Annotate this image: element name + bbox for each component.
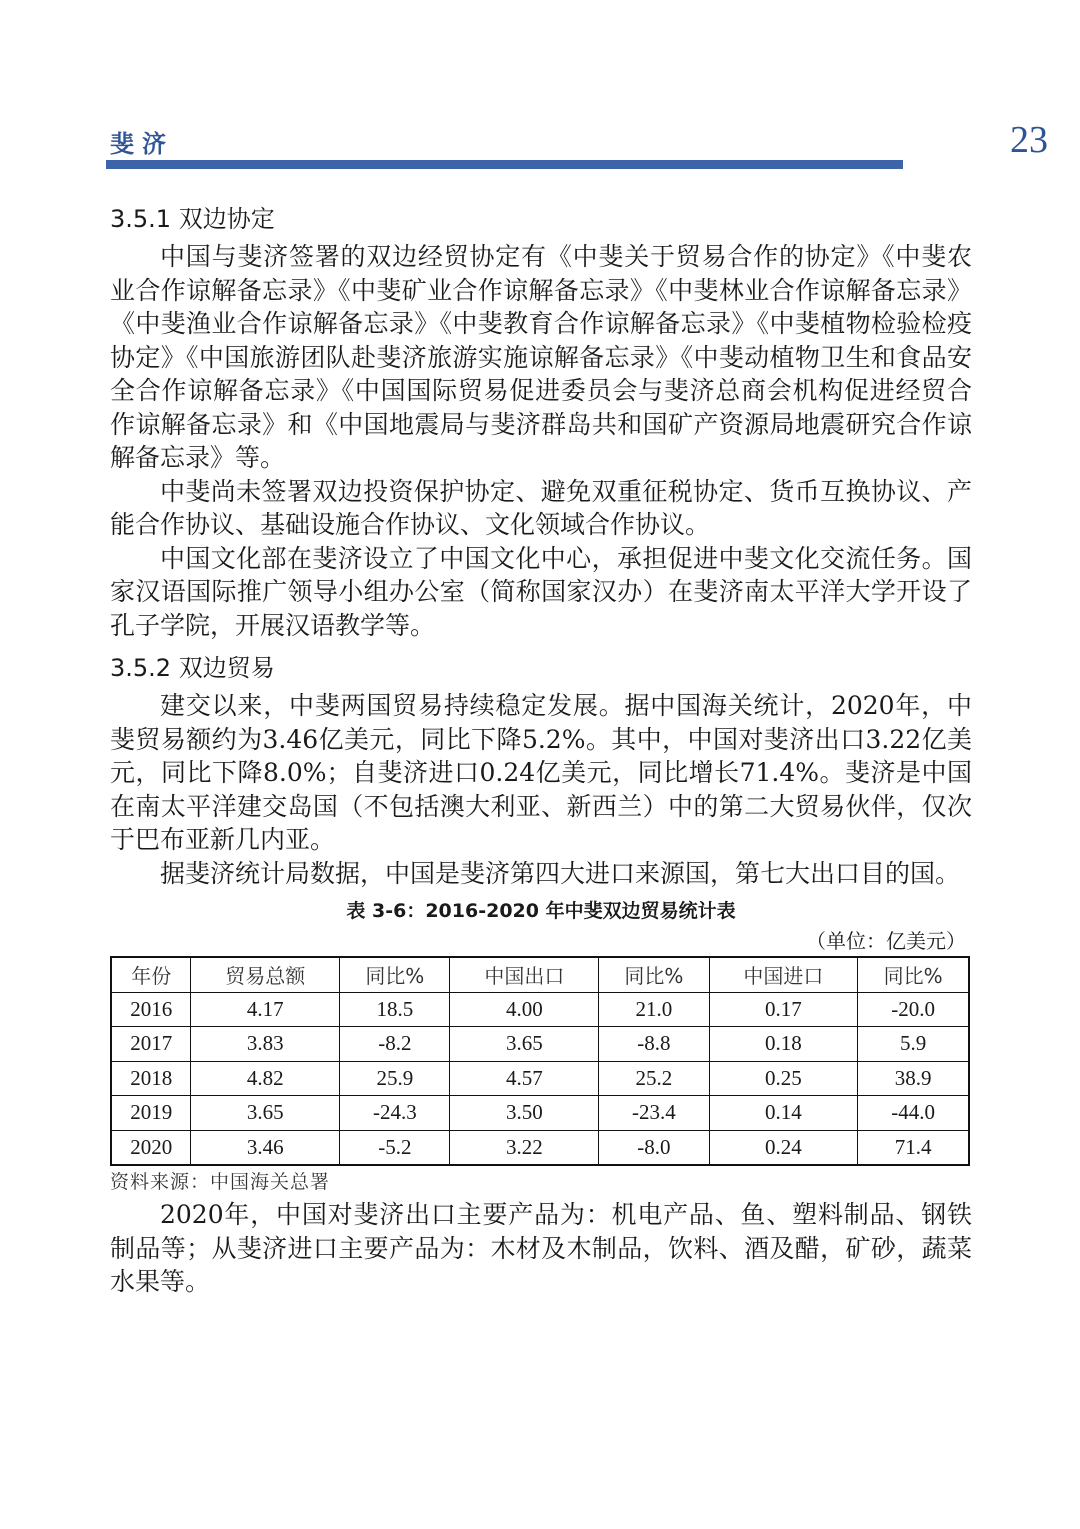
table-cell: 4.82 (191, 1061, 340, 1096)
header-cell: 同比% (340, 957, 450, 992)
table-cell: 3.65 (450, 1027, 599, 1062)
paragraph-agreements: 中国与斐济签署的双边经贸协定有《中斐关于贸易合作的协定》《中斐农业合作谅解备忘录》《中斐矿业合作谅解备忘录》《中斐林业合作谅解备忘录》《中斐渔业合作谅解备忘录》《中斐教育合作谅解备忘录》《中斐植物检验检疫协定》《中国旅游团队赴斐济旅游实施谅解备忘录》《中斐动植物卫生和食品安全合作谅解备忘录》《中国国际贸易促进委员会与斐济总商会机构促进经贸合作谅解备忘录》和《中国地震局与斐济群岛共和国矿产资源局地震研究合作谅解备忘录》等。 (110, 242, 972, 472)
table-cell: 3.50 (450, 1096, 599, 1131)
header-cell: 中国出口 (450, 957, 599, 992)
table-cell: 0.24 (709, 1130, 858, 1165)
table-cell: 18.5 (340, 992, 450, 1027)
table-cell: 3.22 (450, 1130, 599, 1165)
table-cell: 4.57 (450, 1061, 599, 1096)
table-cell: 25.2 (599, 1061, 709, 1096)
header-cell: 中国进口 (709, 957, 858, 992)
page-number: 23 (1010, 119, 1048, 161)
table-cell: 3.46 (191, 1130, 340, 1165)
table-row (111, 1096, 969, 1131)
table-cell: -20.0 (858, 992, 969, 1027)
running-header-title: 斐济 (110, 130, 174, 158)
table-row (111, 1130, 969, 1165)
table-row (111, 1027, 969, 1062)
paragraph-main-products: 2020年，中国对斐济出口主要产品为：机电产品、鱼、塑料制品、钢铁制品等；从斐济进口主要产品为：木材及木制品，饮料、酒及醋，矿砂，蔬菜水果等。 (110, 1200, 972, 1296)
page-content (110, 198, 972, 1299)
header-rule (106, 160, 903, 169)
table-cell: 0.18 (709, 1027, 858, 1062)
paragraph-unsigned-agreements: 中斐尚未签署双边投资保护协定、避免双重征税协定、货币互换协议、产能合作协议、基础设施合作协议、文化领域合作协议。 (110, 476, 972, 539)
header-cell: 贸易总额 (191, 957, 340, 992)
paragraph-trade-stats: 建交以来，中斐两国贸易持续稳定发展。据中国海关统计，2020年，中斐贸易额约为3.46亿美元，同比下降5.2%。其中，中国对斐济出口3.22亿美元，同比下降8.0%；自斐济进口0.24亿美元，同比增长71.4%。斐济是中国在南太平洋建交岛国（不包括澳大利亚、新西兰）中的第二大贸易伙伴，仅次于巴布亚新几内亚。 (110, 691, 972, 854)
table-cell: -44.0 (858, 1096, 969, 1131)
table-caption: 表 3-6：2016-2020 年中斐双边贸易统计表 (346, 900, 736, 922)
table-cell: -8.8 (599, 1027, 709, 1062)
table-row (111, 992, 969, 1027)
table-cell: 71.4 (858, 1130, 969, 1165)
paragraph-culture: 中国文化部在斐济设立了中国文化中心，承担促进中斐文化交流任务。国家汉语国际推广领导小组办公室（简称国家汉办）在斐济南太平洋大学开设了孔子学院，开展汉语教学等。 (110, 543, 972, 640)
table-cell: -24.3 (340, 1096, 450, 1131)
table-cell: 0.25 (709, 1061, 858, 1096)
table-cell: 38.9 (858, 1061, 969, 1096)
trade-statistics-table (110, 956, 970, 1166)
table-cell: 21.0 (599, 992, 709, 1027)
table-cell: 25.9 (340, 1061, 450, 1096)
table-cell: 5.9 (858, 1027, 969, 1062)
table-unit: （单位：亿美元） (806, 929, 966, 953)
paragraph-fiji-stats: 据斐济统计局数据，中国是斐济第四大进口来源国，第七大出口目的国。 (160, 858, 961, 888)
header-cell: 年份 (111, 957, 191, 992)
table-cell: 2018 (111, 1061, 191, 1096)
table-cell: -5.2 (340, 1130, 450, 1165)
table-row (111, 1061, 969, 1096)
section-heading-bilateral-agreements: 3.5.1 双边协定 (110, 205, 275, 233)
table-cell: 3.83 (191, 1027, 340, 1062)
table-cell: -8.2 (340, 1027, 450, 1062)
table-cell: 2020 (111, 1130, 191, 1165)
table-cell: -23.4 (599, 1096, 709, 1131)
table-cell: 2016 (111, 992, 191, 1027)
table-header-row (111, 957, 969, 992)
header-cell: 同比% (599, 957, 709, 992)
header-cell: 同比% (858, 957, 969, 992)
table-cell: -8.0 (599, 1130, 709, 1165)
table-source: 资料来源：中国海关总署 (110, 1171, 331, 1193)
table-cell: 3.65 (191, 1096, 340, 1131)
table-cell: 0.14 (709, 1096, 858, 1131)
table-cell: 0.17 (709, 992, 858, 1027)
table-cell: 2019 (111, 1096, 191, 1131)
table-cell: 2017 (111, 1027, 191, 1062)
table-cell: 4.17 (191, 992, 340, 1027)
table-cell: 4.00 (450, 992, 599, 1027)
section-heading-bilateral-trade: 3.5.2 双边贸易 (110, 654, 275, 682)
